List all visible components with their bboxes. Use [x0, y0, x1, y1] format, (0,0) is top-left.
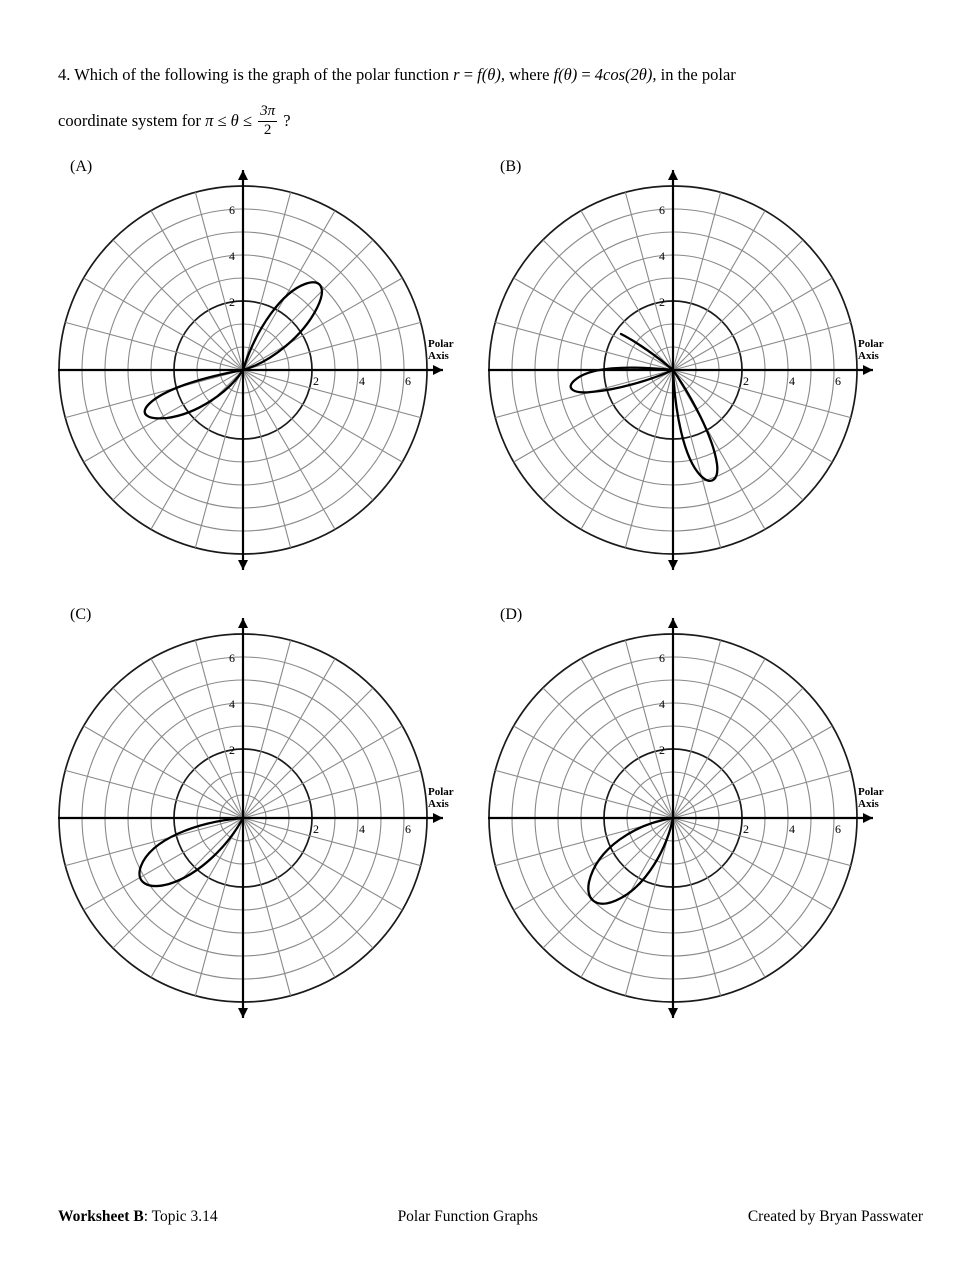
choice-b-plot [488, 170, 918, 570]
svg-text:4: 4 [659, 697, 665, 711]
page-footer [58, 1208, 923, 1226]
choice-c[interactable] [58, 600, 488, 1020]
expr-eq-2: = [581, 65, 591, 84]
choice-d-label: (D) [500, 606, 523, 623]
footer-worksheet [58, 1208, 218, 1226]
footer-worksheet-topic: : Topic 3.14 [143, 1208, 218, 1225]
polar-axis-caption-a [428, 338, 454, 362]
svg-text:6: 6 [659, 203, 665, 217]
svg-text:4: 4 [359, 822, 365, 836]
footer-author: Created by Bryan Passwater [747, 1208, 923, 1225]
fraction-3pi-over-2 [258, 103, 277, 139]
question-part1: Which of the following is the graph of the polar function [74, 65, 450, 84]
expr-theta-2: (θ) [558, 65, 578, 84]
choice-b-label: (B) [500, 158, 522, 175]
expr-eq-1: = [463, 65, 474, 84]
expr-theta-1: (θ), [481, 65, 505, 84]
choice-d[interactable] [488, 600, 918, 1020]
choice-a-label: (A) [70, 158, 93, 175]
question-part2: where [509, 65, 550, 84]
question-line2-suffix: ? [283, 111, 291, 130]
svg-text:6: 6 [659, 651, 665, 665]
expr-f-2: f [553, 65, 559, 84]
svg-text:2: 2 [313, 374, 319, 388]
svg-text:2: 2 [659, 743, 665, 757]
svg-text:6: 6 [229, 651, 235, 665]
choice-a-plot [58, 170, 488, 570]
polar-axis-caption-d-line1: Polar [858, 786, 884, 798]
question-number: 4. [58, 65, 71, 84]
svg-text:6: 6 [229, 203, 235, 217]
choice-c-label: (C) [70, 606, 92, 623]
svg-text:4: 4 [789, 822, 795, 836]
choice-c-plot [58, 618, 488, 1018]
expr-f-1: f [477, 65, 482, 84]
polar-plot-c [58, 618, 488, 1018]
polar-axis-caption-d [858, 786, 884, 810]
polar-axis-caption-c-line1: Polar [428, 786, 454, 798]
svg-text:6: 6 [405, 822, 411, 836]
svg-text:2: 2 [229, 743, 235, 757]
choice-a[interactable] [58, 152, 488, 572]
question-theta-range: π ≤ θ ≤ [205, 111, 252, 130]
svg-text:2: 2 [313, 822, 319, 836]
question-part3: in the polar [660, 65, 736, 84]
svg-text:4: 4 [229, 249, 235, 263]
polar-plot-a [58, 170, 488, 570]
choice-d-plot [488, 618, 918, 1018]
svg-text:4: 4 [359, 374, 365, 388]
polar-axis-caption-b [858, 338, 884, 362]
svg-text:2: 2 [659, 295, 665, 309]
svg-text:4: 4 [229, 697, 235, 711]
svg-text:4: 4 [789, 374, 795, 388]
polar-axis-caption-b-line2: Axis [858, 350, 879, 362]
fraction-denominator: 2 [258, 121, 277, 139]
fraction-numerator: 3π [260, 103, 276, 120]
expr-r: r [453, 65, 460, 84]
expr-rhs: 4cos(2θ), [594, 65, 657, 84]
polar-axis-caption-a-line1: Polar [428, 338, 454, 350]
polar-axis-caption-a-line2: Axis [428, 350, 449, 362]
choice-b[interactable] [488, 152, 918, 572]
svg-text:6: 6 [405, 374, 411, 388]
question-line2-prefix: coordinate system for [58, 111, 201, 130]
svg-text:4: 4 [659, 249, 665, 263]
polar-plot-d [488, 618, 918, 1018]
svg-text:2: 2 [743, 374, 749, 388]
svg-text:2: 2 [743, 822, 749, 836]
footer-center-title: Polar Function Graphs [397, 1208, 538, 1225]
svg-text:6: 6 [835, 374, 841, 388]
question-text [58, 52, 918, 144]
footer-worksheet-bold: Worksheet B [58, 1208, 144, 1225]
polar-axis-caption-d-line2: Axis [858, 798, 879, 810]
polar-axis-caption-c-line2: Axis [428, 798, 449, 810]
polar-axis-caption-c [428, 786, 454, 810]
svg-text:6: 6 [835, 822, 841, 836]
polar-plot-b [488, 170, 918, 570]
svg-text:2: 2 [229, 295, 235, 309]
polar-axis-caption-b-line1: Polar [858, 338, 884, 350]
